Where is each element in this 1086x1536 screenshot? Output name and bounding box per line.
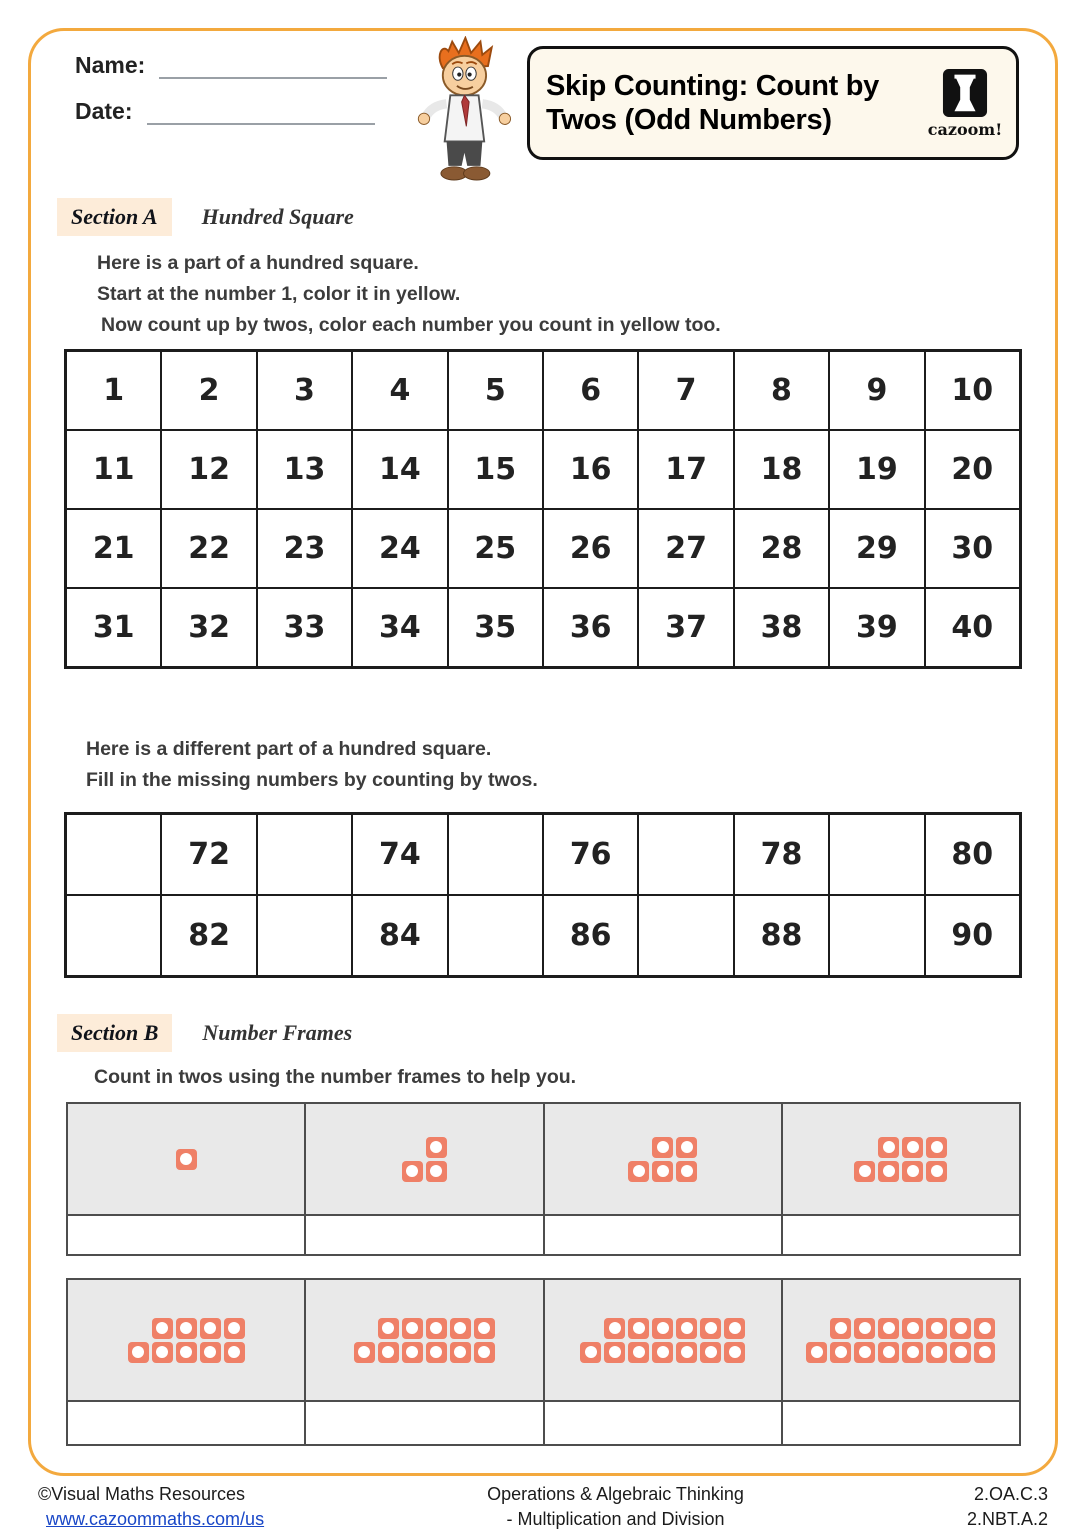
instruction-line: Here is a different part of a hundred square. — [86, 738, 492, 760]
frame-dot — [676, 1137, 697, 1158]
frame-dot — [974, 1318, 995, 1339]
number-cell: 8 — [734, 351, 829, 430]
footer-right — [967, 1482, 1048, 1532]
instruction-line: Start at the number 1, color it in yellow. — [97, 283, 461, 305]
frame-dot — [474, 1342, 495, 1363]
frame-dot — [426, 1161, 447, 1182]
number-cell: 2 — [161, 351, 256, 430]
missing-number-cell[interactable] — [66, 814, 161, 895]
number-cell: 24 — [352, 509, 447, 588]
frame-dot — [902, 1137, 923, 1158]
missing-number-cell[interactable] — [829, 895, 924, 976]
frame-dot — [402, 1318, 423, 1339]
frame-dot — [830, 1318, 851, 1339]
answer-cell[interactable] — [782, 1215, 1020, 1255]
frame-dot — [854, 1161, 875, 1182]
number-cell: 4 — [352, 351, 447, 430]
footer-left — [38, 1482, 264, 1532]
standard-topic-text: - Multiplication and Division — [506, 1509, 725, 1529]
frame-dot — [974, 1342, 995, 1363]
frame-row — [854, 1161, 947, 1182]
number-frame — [402, 1137, 447, 1182]
frame-dot — [652, 1137, 673, 1158]
standard-code-2: 2.NBT.A.2 — [966, 1509, 1048, 1529]
number-cell: 38 — [734, 588, 829, 667]
number-frame — [176, 1149, 197, 1170]
number-frame — [806, 1318, 995, 1363]
number-cell: 33 — [257, 588, 352, 667]
frame-dot — [676, 1318, 697, 1339]
frame-dot — [176, 1318, 197, 1339]
number-frame — [354, 1318, 495, 1363]
number-cell: 80 — [925, 814, 1020, 895]
frame-dot — [854, 1318, 875, 1339]
frame-dot — [224, 1318, 245, 1339]
number-cell: 32 — [161, 588, 256, 667]
frame-dot — [474, 1318, 495, 1339]
missing-number-cell[interactable] — [638, 895, 733, 976]
section-b-header — [57, 1014, 352, 1052]
frame-dot — [830, 1342, 851, 1363]
answer-cell[interactable] — [305, 1215, 543, 1255]
cartoon-boy-icon — [406, 36, 521, 196]
frame-row — [652, 1137, 697, 1158]
number-cell: 30 — [925, 509, 1020, 588]
number-frame-cell — [305, 1279, 543, 1401]
instruction-line: Fill in the missing numbers by counting by twos. — [86, 769, 538, 791]
frame-row — [806, 1342, 995, 1363]
number-cell: 35 — [448, 588, 543, 667]
frame-dot — [450, 1342, 471, 1363]
standard-domain-text: Operations & Algebraic Thinking — [487, 1484, 744, 1504]
footer-center — [487, 1482, 744, 1532]
section-a-header — [57, 198, 354, 236]
number-cell: 74 — [352, 814, 447, 895]
frame-dot — [700, 1318, 721, 1339]
number-frames-block-1 — [66, 1102, 1021, 1256]
frame-dot — [378, 1342, 399, 1363]
number-cell: 82 — [161, 895, 256, 976]
frame-dot — [902, 1318, 923, 1339]
number-cell: 78 — [734, 814, 829, 895]
frame-dot — [700, 1342, 721, 1363]
missing-number-cell[interactable] — [638, 814, 733, 895]
number-cell: 6 — [543, 351, 638, 430]
number-cell: 22 — [161, 509, 256, 588]
missing-numbers-grid — [64, 812, 1022, 978]
frame-dot — [450, 1318, 471, 1339]
frame-row — [604, 1318, 745, 1339]
number-cell: 37 — [638, 588, 733, 667]
frame-dot — [176, 1149, 197, 1170]
frame-row — [128, 1342, 245, 1363]
number-cell: 13 — [257, 430, 352, 509]
number-frame-cell — [305, 1103, 543, 1215]
missing-number-cell[interactable] — [66, 895, 161, 976]
frame-row — [176, 1149, 197, 1170]
number-frame-cell — [67, 1279, 305, 1401]
number-frame — [128, 1318, 245, 1363]
number-cell: 88 — [734, 895, 829, 976]
title-line-1: Skip Counting: Count by — [546, 69, 879, 102]
number-frame-cell — [544, 1103, 782, 1215]
number-cell: 28 — [734, 509, 829, 588]
frame-dot — [580, 1342, 601, 1363]
answer-cell[interactable] — [305, 1401, 543, 1445]
frame-dot — [652, 1318, 673, 1339]
frame-dot — [926, 1161, 947, 1182]
worksheet-title-box — [527, 46, 1019, 160]
name-label: Name: — [75, 52, 146, 78]
number-cell: 3 — [257, 351, 352, 430]
number-cell: 90 — [925, 895, 1020, 976]
frame-dot — [200, 1318, 221, 1339]
frame-row — [378, 1318, 495, 1339]
number-cell: 14 — [352, 430, 447, 509]
frame-dot — [878, 1342, 899, 1363]
answer-cell[interactable] — [544, 1215, 782, 1255]
number-cell: 5 — [448, 351, 543, 430]
number-frame-cell — [782, 1103, 1020, 1215]
number-cell: 11 — [66, 430, 161, 509]
frame-dot — [628, 1342, 649, 1363]
number-cell: 36 — [543, 588, 638, 667]
frame-row — [426, 1137, 447, 1158]
section-a-instructions — [97, 248, 721, 341]
frame-dot — [628, 1318, 649, 1339]
frame-row — [354, 1342, 495, 1363]
number-cell: 19 — [829, 430, 924, 509]
worksheet-title — [546, 69, 918, 137]
frame-dot — [604, 1342, 625, 1363]
number-cell: 10 — [925, 351, 1020, 430]
date-label: Date: — [75, 98, 133, 124]
number-cell: 40 — [925, 588, 1020, 667]
frame-dot — [950, 1318, 971, 1339]
number-cell: 12 — [161, 430, 256, 509]
cazoom-drum-icon — [942, 68, 988, 118]
number-frames-block-2 — [66, 1278, 1021, 1446]
number-cell: 31 — [66, 588, 161, 667]
frame-row — [830, 1318, 995, 1339]
missing-number-cell[interactable] — [448, 814, 543, 895]
frame-dot — [152, 1342, 173, 1363]
frame-row — [402, 1161, 447, 1182]
standard-code-1: 2.OA.C.3 — [973, 1484, 1048, 1504]
frame-dot — [200, 1342, 221, 1363]
number-cell: 23 — [257, 509, 352, 588]
frame-dot — [152, 1318, 173, 1339]
frame-dot — [402, 1342, 423, 1363]
number-cell: 76 — [543, 814, 638, 895]
number-cell: 21 — [66, 509, 161, 588]
website-link[interactable]: www.cazoommaths.com/us — [46, 1509, 265, 1529]
number-cell: 7 — [638, 351, 733, 430]
number-cell: 86 — [543, 895, 638, 976]
missing-number-cell[interactable] — [257, 814, 352, 895]
instruction-line: Now count up by twos, color each number you count in yellow too. — [101, 314, 721, 336]
frame-dot — [902, 1342, 923, 1363]
number-cell: 27 — [638, 509, 733, 588]
copyright-text: ©Visual Maths Resources — [38, 1484, 246, 1504]
frame-dot — [902, 1161, 923, 1182]
frame-dot — [926, 1342, 947, 1363]
number-cell: 26 — [543, 509, 638, 588]
mascot-illustration — [406, 36, 521, 201]
frame-dot — [426, 1137, 447, 1158]
frame-dot — [176, 1342, 197, 1363]
missing-number-cell[interactable] — [829, 814, 924, 895]
section-b-instruction: Count in twos using the number frames to help you. — [94, 1066, 577, 1088]
number-frame — [854, 1137, 947, 1182]
number-cell: 34 — [352, 588, 447, 667]
number-cell: 1 — [66, 351, 161, 430]
frame-row — [580, 1342, 745, 1363]
frame-dot — [724, 1342, 745, 1363]
frame-dot — [926, 1137, 947, 1158]
frame-dot — [128, 1342, 149, 1363]
answer-cell[interactable] — [544, 1401, 782, 1445]
number-frame-cell — [67, 1103, 305, 1215]
frame-dot — [676, 1161, 697, 1182]
title-line-2: Twos (Odd Numbers) — [546, 104, 832, 136]
frame-dot — [604, 1318, 625, 1339]
section-a-badge: Section A — [57, 198, 172, 236]
number-cell: 72 — [161, 814, 256, 895]
frame-dot — [426, 1342, 447, 1363]
number-frame-cell — [544, 1279, 782, 1401]
number-frame-cell — [782, 1279, 1020, 1401]
frame-dot — [878, 1137, 899, 1158]
number-cell: 39 — [829, 588, 924, 667]
section-a-instructions-2 — [86, 734, 538, 796]
section-b-badge: Section B — [57, 1014, 172, 1052]
frame-row — [152, 1318, 245, 1339]
cazoom-logo — [924, 68, 1006, 139]
number-frame — [580, 1318, 745, 1363]
name-row — [75, 52, 387, 79]
number-frame — [628, 1137, 697, 1182]
frame-dot — [224, 1342, 245, 1363]
number-cell: 29 — [829, 509, 924, 588]
frame-dot — [950, 1342, 971, 1363]
cazoom-logo-text: cazoom! — [927, 119, 1003, 139]
name-input-line[interactable] — [159, 55, 387, 79]
number-cell: 9 — [829, 351, 924, 430]
frame-dot — [878, 1318, 899, 1339]
frame-dot — [724, 1318, 745, 1339]
instruction-line: Here is a part of a hundred square. — [97, 252, 419, 274]
answer-cell[interactable] — [782, 1401, 1020, 1445]
answer-cell[interactable] — [67, 1401, 305, 1445]
frame-dot — [628, 1161, 649, 1182]
number-cell: 84 — [352, 895, 447, 976]
missing-number-cell[interactable] — [257, 895, 352, 976]
number-cell: 16 — [543, 430, 638, 509]
frame-dot — [676, 1342, 697, 1363]
frame-dot — [426, 1318, 447, 1339]
frame-dot — [878, 1161, 899, 1182]
answer-cell[interactable] — [67, 1215, 305, 1255]
section-b-title: Number Frames — [202, 1020, 353, 1045]
date-row — [75, 98, 375, 125]
footer — [38, 1482, 1048, 1532]
frame-dot — [378, 1318, 399, 1339]
frame-dot — [926, 1318, 947, 1339]
frame-row — [878, 1137, 947, 1158]
frame-dot — [652, 1342, 673, 1363]
frame-dot — [354, 1342, 375, 1363]
number-cell: 18 — [734, 430, 829, 509]
number-cell: 15 — [448, 430, 543, 509]
hundred-square-grid — [64, 349, 1022, 669]
frame-row — [628, 1161, 697, 1182]
frame-dot — [806, 1342, 827, 1363]
frame-dot — [402, 1161, 423, 1182]
frame-dot — [652, 1161, 673, 1182]
frame-dot — [854, 1342, 875, 1363]
section-a-title: Hundred Square — [201, 204, 354, 229]
missing-number-cell[interactable] — [448, 895, 543, 976]
number-cell: 17 — [638, 430, 733, 509]
number-cell: 25 — [448, 509, 543, 588]
number-cell: 20 — [925, 430, 1020, 509]
date-input-line[interactable] — [147, 101, 375, 125]
